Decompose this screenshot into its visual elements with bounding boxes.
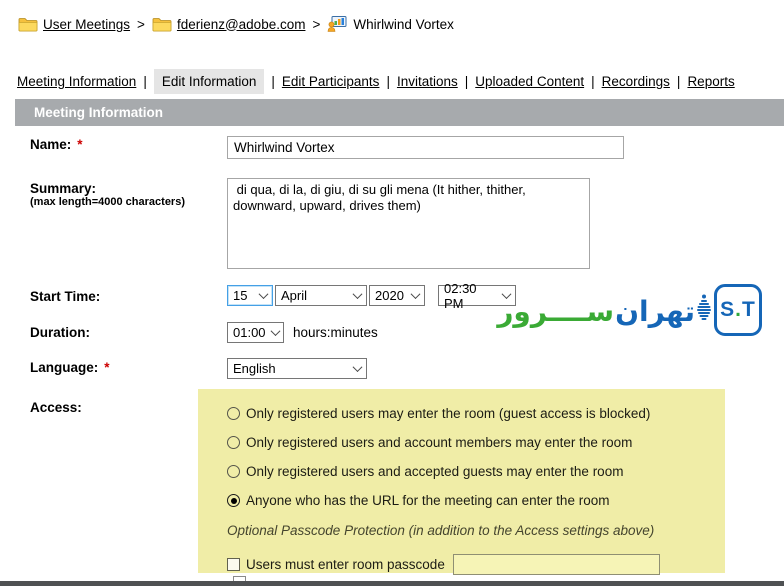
breadcrumb-link-user-folder[interactable]: fderienz@adobe.com xyxy=(176,16,306,32)
chevron-down-icon xyxy=(411,289,421,299)
passcode-row xyxy=(227,554,725,575)
ts-logo-badge: T . S xyxy=(714,284,762,336)
nav-separator: | xyxy=(591,74,595,89)
tab-edit-information[interactable]: Edit Information xyxy=(154,69,265,94)
radio-button-icon[interactable] xyxy=(227,465,240,478)
breadcrumb-separator: > xyxy=(137,16,145,32)
tab-reports[interactable]: Reports xyxy=(687,74,735,89)
chevron-down-icon xyxy=(353,289,363,299)
access-option-registered-and-guests[interactable]: Only registered users and accepted guests may enter the room xyxy=(227,457,725,486)
meeting-icon xyxy=(327,16,347,32)
access-options-panel xyxy=(198,389,725,573)
lamp-icon xyxy=(696,294,712,326)
breadcrumb xyxy=(18,16,454,32)
duration-units-label: hours:minutes xyxy=(293,325,378,340)
tab-recordings[interactable]: Recordings xyxy=(601,74,670,89)
breadcrumb-current-meeting: Whirlwind Vortex xyxy=(353,16,454,32)
tab-edit-participants[interactable]: Edit Participants xyxy=(281,74,380,89)
server-text: ســــرور xyxy=(497,295,615,328)
start-clock-select[interactable]: 02:30 PM xyxy=(438,285,516,306)
summary-textarea[interactable] xyxy=(227,178,590,269)
passcode-input[interactable] xyxy=(453,554,660,575)
nav-separator: | xyxy=(464,74,469,89)
access-option-registered-only[interactable]: Only registered users may enter the room (guest access is blocked) xyxy=(227,399,725,428)
language-select[interactable]: English xyxy=(227,358,367,379)
language-label: Language: * xyxy=(30,360,110,375)
required-asterisk: * xyxy=(104,360,110,375)
nav-separator: | xyxy=(143,74,147,89)
required-asterisk: * xyxy=(77,137,83,152)
meeting-nav-tabs xyxy=(15,69,737,94)
name-label: Name: * xyxy=(30,137,83,152)
section-header: Meeting Information xyxy=(15,99,784,126)
access-option-anyone-with-url[interactable]: Anyone who has the URL for the meeting can enter the room xyxy=(227,486,725,515)
radio-button-icon[interactable] xyxy=(227,436,240,449)
tehran-server-watermark-logo xyxy=(497,284,762,336)
start-day-select[interactable]: 15 xyxy=(227,285,273,306)
tab-meeting-information[interactable]: Meeting Information xyxy=(17,74,137,89)
radio-button-icon[interactable] xyxy=(227,407,240,420)
nav-separator: | xyxy=(386,74,390,89)
passcode-protection-note: Optional Passcode Protection (in addition to the Access settings above) xyxy=(227,523,655,538)
summary-label: Summary: xyxy=(30,181,97,196)
summary-maxlength-hint: (max length=4000 characters) xyxy=(30,196,185,208)
start-month-select[interactable]: April xyxy=(275,285,367,306)
nav-separator: | xyxy=(271,74,275,89)
chevron-down-icon xyxy=(259,289,269,299)
breadcrumb-link-user-meetings[interactable]: User Meetings xyxy=(43,16,131,32)
name-input[interactable] xyxy=(227,136,624,159)
duration-select[interactable]: 01:00 xyxy=(227,322,284,343)
chevron-down-icon xyxy=(353,362,363,372)
duration-label: Duration: xyxy=(30,325,90,340)
access-option-registered-and-members[interactable]: Only registered users and account members may enter the room xyxy=(227,428,725,457)
passcode-checkbox-label: Users must enter room passcode xyxy=(246,557,445,572)
nav-separator: | xyxy=(676,74,681,89)
folder-icon xyxy=(18,17,38,32)
tehran-text: تهران xyxy=(615,295,695,328)
next-section-bar xyxy=(0,581,784,586)
breadcrumb-separator: > xyxy=(312,16,321,32)
chevron-down-icon xyxy=(270,326,280,336)
tab-invitations[interactable]: Invitations xyxy=(396,74,458,89)
radio-button-selected-icon[interactable] xyxy=(227,494,240,507)
start-time-label: Start Time: xyxy=(30,289,101,304)
folder-icon xyxy=(152,17,172,32)
start-year-select[interactable]: 2020 xyxy=(369,285,425,306)
tab-uploaded-content[interactable]: Uploaded Content xyxy=(475,74,585,89)
passcode-checkbox[interactable] xyxy=(227,558,240,571)
access-label: Access: xyxy=(30,400,82,415)
